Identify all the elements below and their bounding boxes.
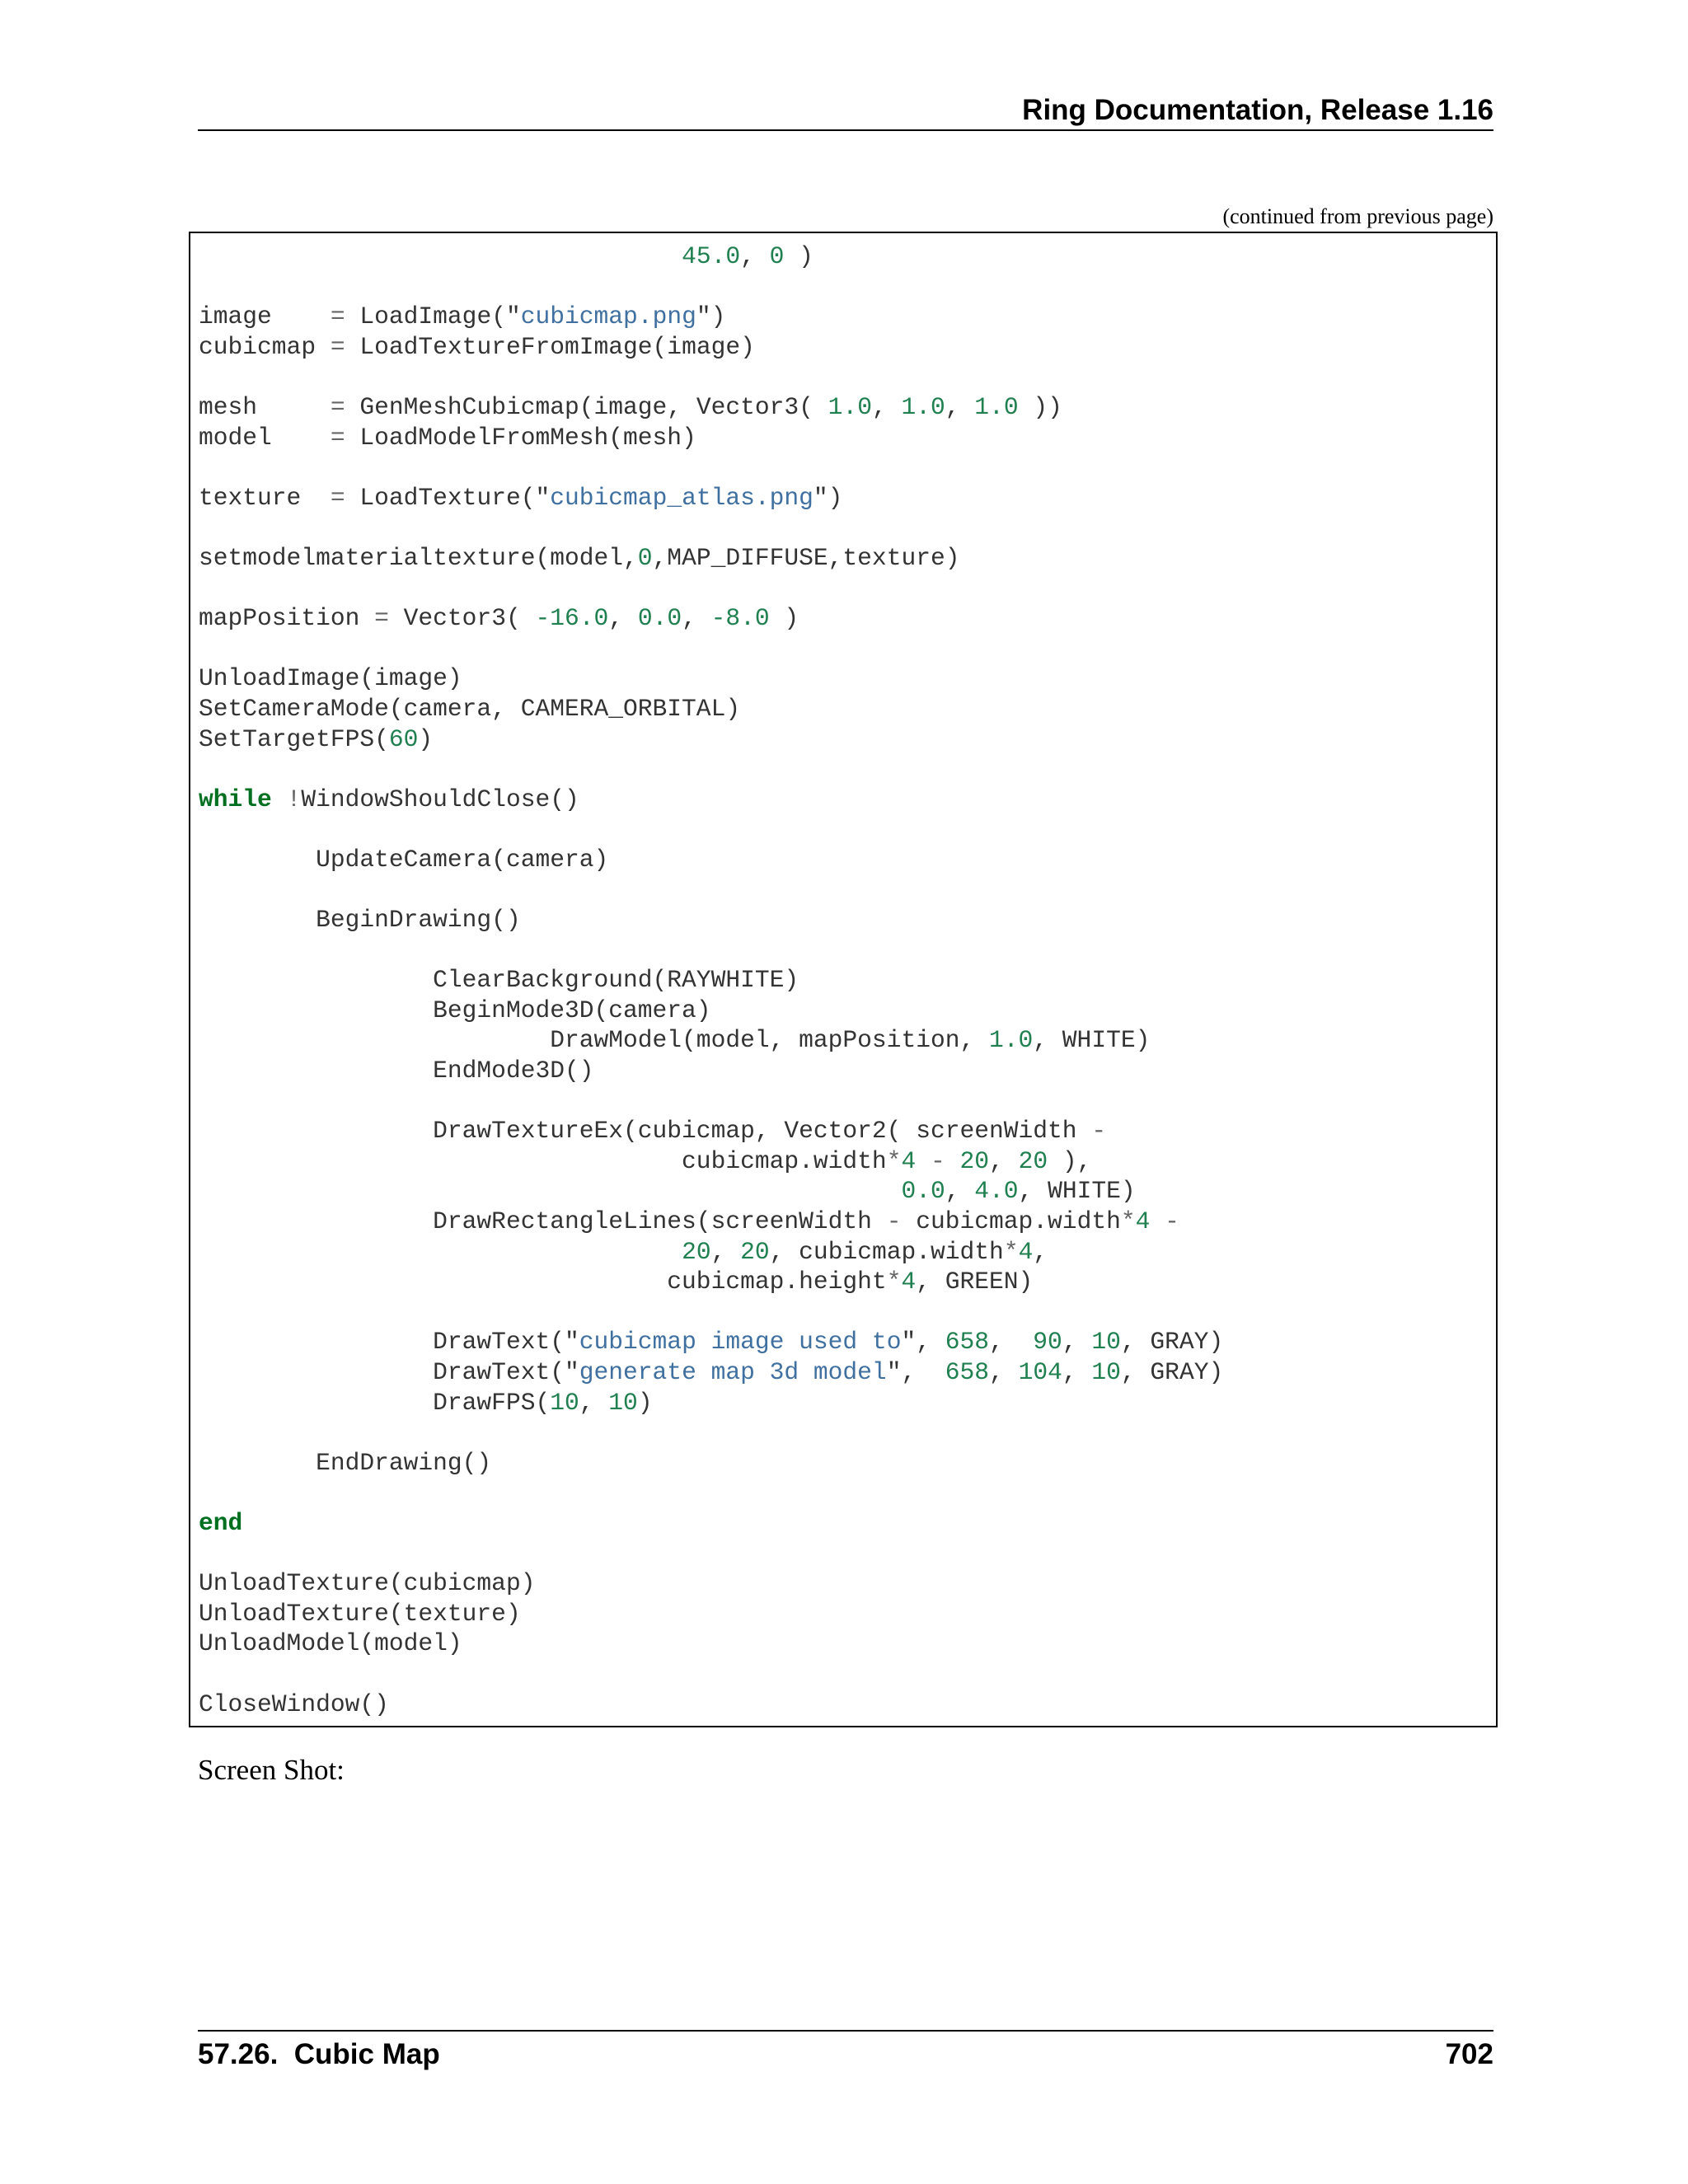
code-token: cubicmap bbox=[199, 332, 331, 361]
continued-note: (continued from previous page) bbox=[1222, 204, 1493, 228]
code-token: ) bbox=[784, 242, 814, 270]
code-line bbox=[199, 694, 1223, 724]
code-token: UpdateCamera(camera) bbox=[199, 845, 609, 874]
code-token bbox=[945, 1147, 960, 1175]
code-line bbox=[199, 392, 1223, 423]
code-line bbox=[199, 1690, 1223, 1720]
code-token: , WHITE) bbox=[1033, 1026, 1151, 1055]
code-token: , bbox=[1033, 1237, 1048, 1266]
code-token: image bbox=[199, 302, 331, 331]
code-line bbox=[199, 996, 1223, 1026]
code-token: DrawTextureEx(cubicmap, Vector2( screenWidth bbox=[199, 1117, 1092, 1146]
code-token: 10 bbox=[1091, 1328, 1121, 1357]
code-token: cubicmap_atlas.png bbox=[550, 483, 814, 512]
code-token bbox=[272, 785, 287, 813]
code-token: UnloadModel(model) bbox=[199, 1629, 462, 1658]
running-header-title: Ring Documentation, Release 1.16 bbox=[1022, 94, 1493, 126]
code-token: cubicmap.width bbox=[901, 1207, 1121, 1235]
code-token: BeginDrawing() bbox=[199, 906, 521, 935]
code-token: LoadTextureFromImage(image) bbox=[345, 332, 755, 361]
code-token: 10 bbox=[608, 1388, 638, 1417]
footer-page-number: 702 bbox=[1445, 2038, 1493, 2070]
code-token: 20 bbox=[959, 1146, 990, 1175]
code-token: texture bbox=[199, 483, 331, 512]
code-line bbox=[199, 1599, 1223, 1629]
code-token: , bbox=[579, 1388, 609, 1417]
code-token: DrawModel(model, mapPosition, bbox=[199, 1026, 989, 1055]
code-line bbox=[199, 1176, 1223, 1207]
code-token: , WHITE) bbox=[1018, 1177, 1136, 1206]
code-token: 45.0 bbox=[682, 242, 741, 270]
code-token: 20 bbox=[1018, 1146, 1048, 1175]
code-line bbox=[199, 483, 1223, 513]
code-line bbox=[199, 634, 1223, 664]
code-line bbox=[199, 663, 1223, 694]
code-line bbox=[199, 1025, 1223, 1056]
code-line bbox=[199, 1086, 1223, 1117]
code-token: 4 bbox=[901, 1146, 917, 1175]
code-line bbox=[199, 1327, 1223, 1357]
code-token: DrawText(" bbox=[199, 1357, 579, 1386]
code-token: LoadTexture(" bbox=[345, 483, 551, 512]
code-token: , bbox=[740, 242, 770, 270]
code-line bbox=[199, 1056, 1223, 1086]
code-line bbox=[199, 603, 1223, 634]
code-token: * bbox=[886, 1268, 902, 1296]
code-token: ) bbox=[418, 724, 434, 753]
code-line bbox=[199, 272, 1223, 302]
code-line bbox=[199, 785, 1223, 815]
code-token: , bbox=[945, 392, 975, 421]
code-line bbox=[199, 1388, 1223, 1418]
code-token: = bbox=[330, 332, 345, 361]
code-line bbox=[199, 1629, 1223, 1659]
code-token: cubicmap.width bbox=[199, 1146, 887, 1175]
code-token: - bbox=[930, 1146, 945, 1175]
code-line bbox=[199, 1659, 1223, 1690]
code-token: DrawRectangleLines(screenWidth bbox=[199, 1207, 887, 1235]
code-token: 10 bbox=[550, 1388, 579, 1417]
code-token: DrawFPS( bbox=[199, 1388, 551, 1417]
code-token: 0.0 bbox=[637, 604, 682, 633]
code-token: 4 bbox=[1135, 1207, 1151, 1235]
code-token: BeginMode3D(camera) bbox=[199, 996, 711, 1024]
code-token: )) bbox=[1018, 392, 1062, 421]
code-token: = bbox=[330, 392, 345, 421]
code-token: , GREEN) bbox=[916, 1268, 1034, 1296]
code-line bbox=[199, 724, 1223, 755]
code-token: UnloadTexture(texture) bbox=[199, 1599, 521, 1628]
code-line bbox=[199, 1418, 1223, 1448]
code-token: UnloadImage(image) bbox=[199, 664, 462, 693]
code-token: while bbox=[199, 785, 272, 813]
code-token: Vector3( bbox=[388, 604, 536, 633]
code-token: 658 bbox=[945, 1328, 990, 1357]
code-token: WindowShouldClose() bbox=[301, 785, 579, 813]
code-token: cubicmap.png bbox=[520, 302, 696, 331]
code-token: generate map 3d model bbox=[579, 1357, 887, 1386]
footer-section-title: 57.26. Cubic Map bbox=[198, 2038, 440, 2070]
code-token: , bbox=[989, 1146, 1019, 1175]
code-token: ) bbox=[637, 1388, 653, 1417]
code-token: , bbox=[682, 604, 711, 633]
code-token: , cubicmap.width bbox=[769, 1237, 1004, 1266]
code-token: , bbox=[1062, 1357, 1092, 1386]
code-token: 60 bbox=[388, 724, 419, 753]
code-token: , bbox=[945, 1177, 975, 1206]
code-token: end bbox=[199, 1508, 243, 1537]
code-token: ") bbox=[696, 302, 726, 331]
code-token: = bbox=[330, 483, 345, 512]
code-token: , bbox=[989, 1357, 1019, 1386]
code-line bbox=[199, 1448, 1223, 1479]
code-token: UnloadTexture(cubicmap) bbox=[199, 1569, 536, 1598]
footer-divider bbox=[198, 2030, 1493, 2032]
code-token: ") bbox=[813, 483, 843, 512]
code-token: 90 bbox=[1033, 1328, 1062, 1357]
code-token: , GRAY) bbox=[1120, 1357, 1224, 1386]
code-token: = bbox=[330, 302, 345, 331]
code-token: SetTargetFPS( bbox=[199, 724, 389, 753]
code-token: 1.0 bbox=[828, 392, 872, 421]
code-line bbox=[199, 1237, 1223, 1268]
code-token: , bbox=[871, 392, 902, 421]
code-line bbox=[199, 1539, 1223, 1569]
code-token: DrawText(" bbox=[199, 1328, 579, 1357]
code-token: -8.0 bbox=[710, 604, 770, 633]
code-line bbox=[199, 1207, 1223, 1237]
code-token: mesh bbox=[199, 392, 331, 421]
code-token: - bbox=[1165, 1207, 1179, 1235]
code-token: -16.0 bbox=[535, 604, 609, 633]
code-token: 104 bbox=[1018, 1357, 1062, 1386]
code-line bbox=[199, 874, 1223, 905]
code-token: 1.0 bbox=[989, 1026, 1034, 1055]
code-token: ClearBackground(RAYWHITE) bbox=[199, 966, 799, 995]
code-token: = bbox=[374, 604, 389, 633]
code-token: ! bbox=[286, 785, 302, 813]
header-divider bbox=[198, 129, 1493, 131]
code-token: EndMode3D() bbox=[199, 1057, 594, 1085]
code-token: 4 bbox=[1018, 1237, 1034, 1266]
code-token: model bbox=[199, 423, 331, 452]
code-token: 4.0 bbox=[974, 1177, 1019, 1206]
code-token: cubicmap image used to bbox=[579, 1328, 902, 1357]
code-token bbox=[1150, 1207, 1165, 1235]
code-token: * bbox=[1003, 1237, 1019, 1266]
code-line bbox=[199, 1116, 1223, 1146]
code-token bbox=[916, 1147, 931, 1175]
code-token: mapPosition bbox=[199, 604, 375, 633]
code-line bbox=[199, 423, 1223, 453]
code-token: - bbox=[1091, 1117, 1107, 1146]
code-line bbox=[199, 362, 1223, 392]
code-line bbox=[199, 1267, 1223, 1297]
code-line bbox=[199, 241, 1223, 272]
code-line bbox=[199, 935, 1223, 966]
code-token: * bbox=[886, 1146, 902, 1175]
code-line bbox=[199, 965, 1223, 996]
code-token bbox=[199, 242, 682, 270]
code-token: 20 bbox=[740, 1237, 770, 1266]
code-token: ", bbox=[901, 1328, 945, 1357]
code-token: EndDrawing() bbox=[199, 1448, 492, 1477]
code-token bbox=[199, 1177, 901, 1205]
code-token: - bbox=[886, 1207, 902, 1235]
code-token: SetCameraMode(camera, CAMERA_ORBITAL) bbox=[199, 694, 741, 723]
code-token: = bbox=[330, 423, 345, 452]
code-token: ,MAP_DIFFUSE,texture) bbox=[652, 543, 960, 572]
code-token: ", bbox=[886, 1357, 945, 1386]
code-token: 0 bbox=[769, 242, 785, 270]
code-line bbox=[199, 1568, 1223, 1599]
code-token: 10 bbox=[1091, 1357, 1121, 1386]
code-token bbox=[199, 1238, 682, 1266]
code-line bbox=[199, 1146, 1223, 1177]
code-line bbox=[199, 574, 1223, 604]
code-token: 1.0 bbox=[974, 392, 1019, 421]
code-token: , bbox=[1062, 1328, 1092, 1357]
code-listing bbox=[199, 241, 1223, 1719]
code-token: setmodelmaterialtexture(model, bbox=[199, 543, 638, 572]
code-line bbox=[199, 332, 1223, 363]
code-line bbox=[199, 754, 1223, 785]
code-token: , bbox=[710, 1237, 741, 1266]
code-line bbox=[199, 1357, 1223, 1388]
code-token: LoadImage(" bbox=[345, 302, 521, 331]
code-line bbox=[199, 1478, 1223, 1508]
code-token: 20 bbox=[682, 1237, 711, 1266]
code-line bbox=[199, 1297, 1223, 1328]
code-token: ), bbox=[1048, 1146, 1092, 1175]
code-token: , bbox=[989, 1328, 1034, 1357]
code-line bbox=[199, 513, 1223, 543]
code-line bbox=[199, 845, 1223, 875]
code-token: cubicmap.height bbox=[199, 1268, 887, 1296]
code-token: 4 bbox=[901, 1268, 917, 1296]
code-token: * bbox=[1120, 1207, 1136, 1235]
code-block bbox=[189, 232, 1498, 1727]
code-token: LoadModelFromMesh(mesh) bbox=[345, 423, 696, 452]
code-line bbox=[199, 814, 1223, 845]
code-line bbox=[199, 1508, 1223, 1539]
code-token: GenMeshCubicmap(image, Vector3( bbox=[345, 392, 828, 421]
code-token: 658 bbox=[945, 1357, 990, 1386]
code-line bbox=[199, 905, 1223, 935]
code-line bbox=[199, 302, 1223, 332]
code-token: 0 bbox=[637, 543, 653, 572]
code-token: ) bbox=[769, 604, 799, 633]
code-token: , bbox=[608, 604, 638, 633]
code-token: 1.0 bbox=[901, 392, 945, 421]
code-line bbox=[199, 543, 1223, 574]
code-token: 0.0 bbox=[901, 1177, 945, 1206]
code-line bbox=[199, 452, 1223, 483]
screenshot-caption: Screen Shot: bbox=[198, 1754, 345, 1786]
code-token: , GRAY) bbox=[1120, 1328, 1224, 1357]
code-token: CloseWindow() bbox=[199, 1690, 389, 1718]
